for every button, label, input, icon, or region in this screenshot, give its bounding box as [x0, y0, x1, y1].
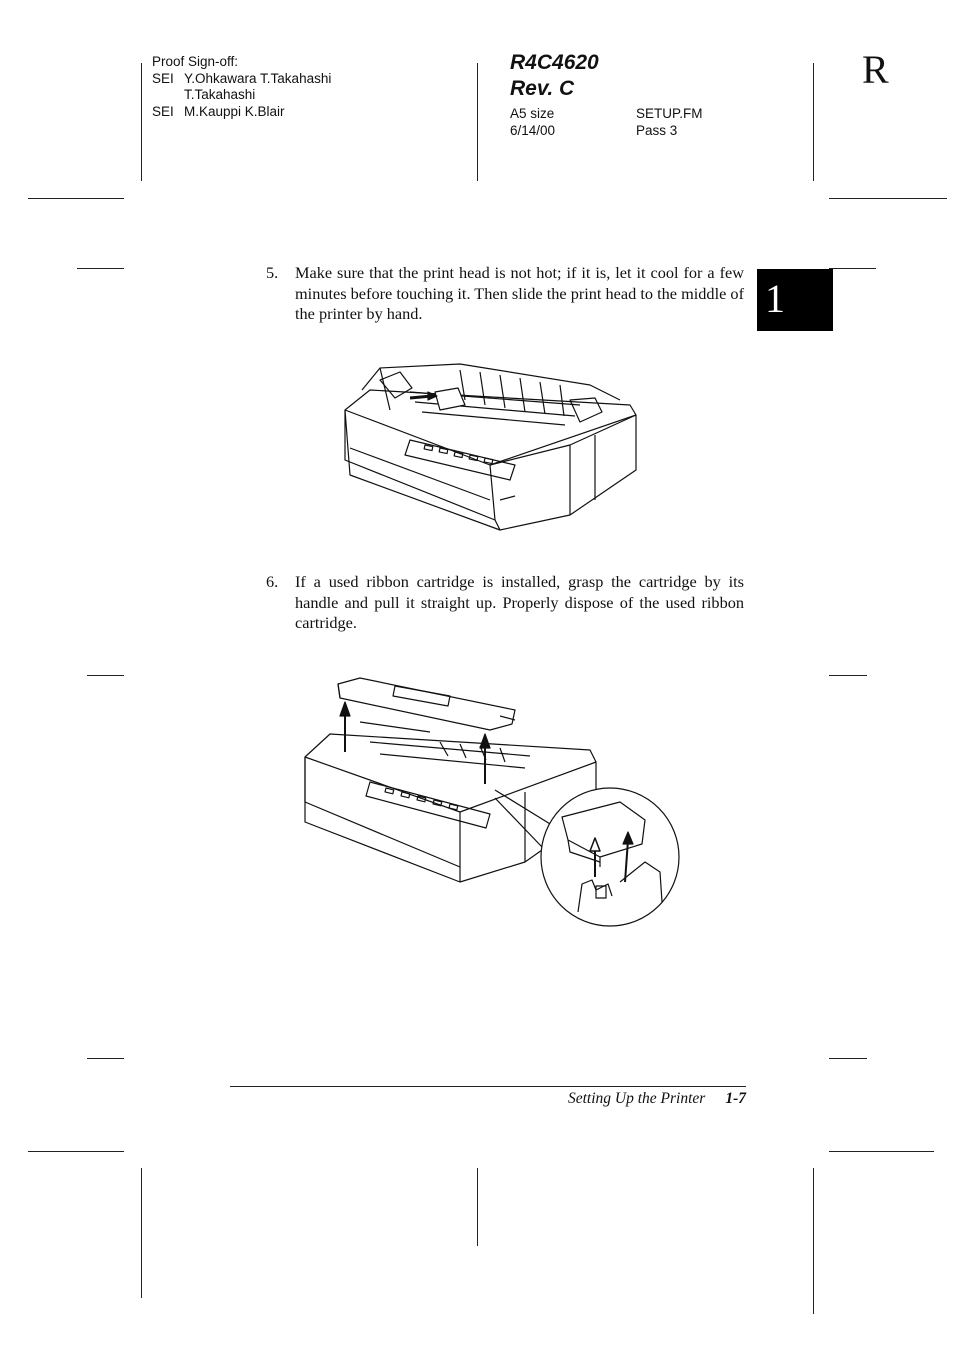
crop-mark: [77, 268, 124, 269]
signoff-row: [152, 71, 331, 88]
file-name: SETUP.FM: [636, 106, 703, 121]
step-text: If a used ribbon cartridge is installed, grasp the cartridge by its handle and pull it straight up. Properly dispose of the used ribbon cartridge.: [295, 572, 744, 633]
step-item: [266, 263, 744, 327]
print-date: 6/14/00: [510, 122, 556, 138]
page-footer: [230, 1089, 746, 1109]
step-text: Make sure that the print head is not hot; if it is, let it cool for a few minutes before touching it. Then slide the print head to the middle of the printer by hand.: [295, 263, 744, 324]
crop-mark: [28, 198, 124, 199]
crop-mark: [477, 63, 478, 181]
crop-mark: [477, 1168, 478, 1246]
crop-mark: [141, 63, 142, 181]
corner-mark: R: [862, 47, 889, 92]
ribbon-cartridge-removal-illustration: [300, 672, 685, 930]
chapter-number: 1: [765, 276, 785, 321]
step-number: 6.: [266, 572, 279, 591]
crop-mark: [87, 675, 124, 676]
footer-rule: [230, 1086, 746, 1087]
page-number: 1-7: [725, 1090, 746, 1107]
pass-number: Pass 3: [636, 122, 678, 138]
signoff-names: M.Kauppi K.Blair: [184, 103, 285, 119]
signoff-dept: SEI: [152, 70, 174, 86]
crop-mark: [141, 1168, 142, 1298]
crop-mark: [829, 268, 876, 269]
crop-mark: [829, 1058, 867, 1059]
signoff-names: T.Takahashi: [184, 87, 256, 102]
crop-mark: [28, 1151, 124, 1152]
crop-mark: [813, 63, 814, 181]
crop-mark: [813, 1168, 814, 1314]
signoff-row: [152, 104, 331, 121]
crop-mark: [829, 675, 867, 676]
document-meta: [510, 106, 703, 139]
step-item: [266, 572, 744, 636]
step-number: 5.: [266, 263, 279, 282]
crop-mark: [829, 198, 947, 199]
footer-section-title: Setting Up the Printer: [568, 1090, 706, 1107]
revision: Rev. C: [510, 77, 575, 100]
proof-label: Proof Sign-off:: [152, 54, 239, 69]
printer-print-head-illustration: [340, 350, 640, 535]
paper-size: A5 size: [510, 106, 555, 121]
chapter-tab: [757, 269, 833, 331]
signoff-dept: SEI: [152, 103, 174, 119]
doc-code: R4C4620: [510, 51, 599, 74]
proof-signoff-block: [152, 54, 331, 120]
signoff-dept: [152, 87, 184, 104]
document-code: [510, 50, 599, 102]
crop-mark: [829, 1151, 934, 1152]
crop-mark: [87, 1058, 124, 1059]
signoff-row: [152, 87, 331, 104]
signoff-names: Y.Ohkawara T.Takahashi: [184, 70, 332, 86]
